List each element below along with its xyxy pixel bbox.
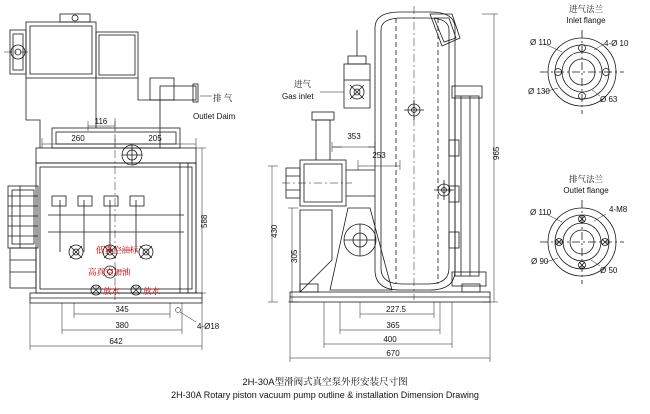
center-view-dimensions [268,6,498,362]
center-view-geometry [286,12,490,302]
inlet-flange-dim-63: Ø 63 [600,95,618,104]
left-view-geometry [8,14,202,303]
dimension-400: 400 [383,335,397,344]
dimension-365: 365 [386,321,400,330]
dimension-305: 305 [290,249,299,263]
dimension-588: 588 [200,214,209,228]
dimension-345: 345 [115,305,129,314]
outlet-flange-title-cn: 排气法兰 [568,174,604,184]
dimension-670: 670 [386,349,400,358]
outlet-flange-title-en: Outlet flange [563,186,609,195]
outlet-flange-dim-50: Ø 50 [600,266,618,275]
dimension-260: 260 [71,134,85,143]
low-vacuum-oil-gauge-label: 低真空油标 [96,245,139,255]
dimension-253: 253 [372,151,386,160]
inlet-flange-dim-4xd10: 4-Ø 10 [604,39,629,48]
dimension-430: 430 [270,224,279,238]
dimension-353: 353 [347,132,361,141]
outlet-label-cn: 排 气 [213,93,233,103]
outlet-label-en: Outlet Daim [193,112,236,121]
drain-label-right: 放水 [143,286,161,296]
drawing-caption-cn: 2H-30A型滑阀式真空泵外形安装尺寸图 [242,377,408,388]
inlet-flange-dim-110: Ø 110 [530,38,552,47]
inlet-flange-title-cn: 进气法兰 [568,4,604,14]
dimension-227-5: 227.5 [385,305,407,314]
gas-inlet-label-en: Gas inlet [282,92,314,101]
inlet-flange-title-en: Inlet flange [566,16,606,25]
dimension-642: 642 [109,337,123,346]
drain-label-left: 放水 [103,286,121,296]
dimension-116: 116 [94,117,108,126]
dimension-205: 205 [148,134,162,143]
outlet-flange-dim-90: Ø 90 [531,257,549,266]
dimension-965: 965 [492,146,501,160]
inlet-flange-dim-130: Ø 130 [528,87,550,96]
dimension-380: 380 [115,321,129,330]
outlet-flange-dim-4m8: 4-M8 [609,205,628,214]
dimension-4x18-holes: 4-Ø18 [197,322,220,331]
high-vacuum-oil-fill-label: 高真空加油 [88,267,131,277]
outlet-flange-dim-110: Ø 110 [530,208,552,217]
gas-inlet-label-cn: 进气 [294,79,312,89]
drawing-caption-en: 2H-30A Rotary piston vacuum pump outline & installation Dimension Drawing [171,390,479,400]
